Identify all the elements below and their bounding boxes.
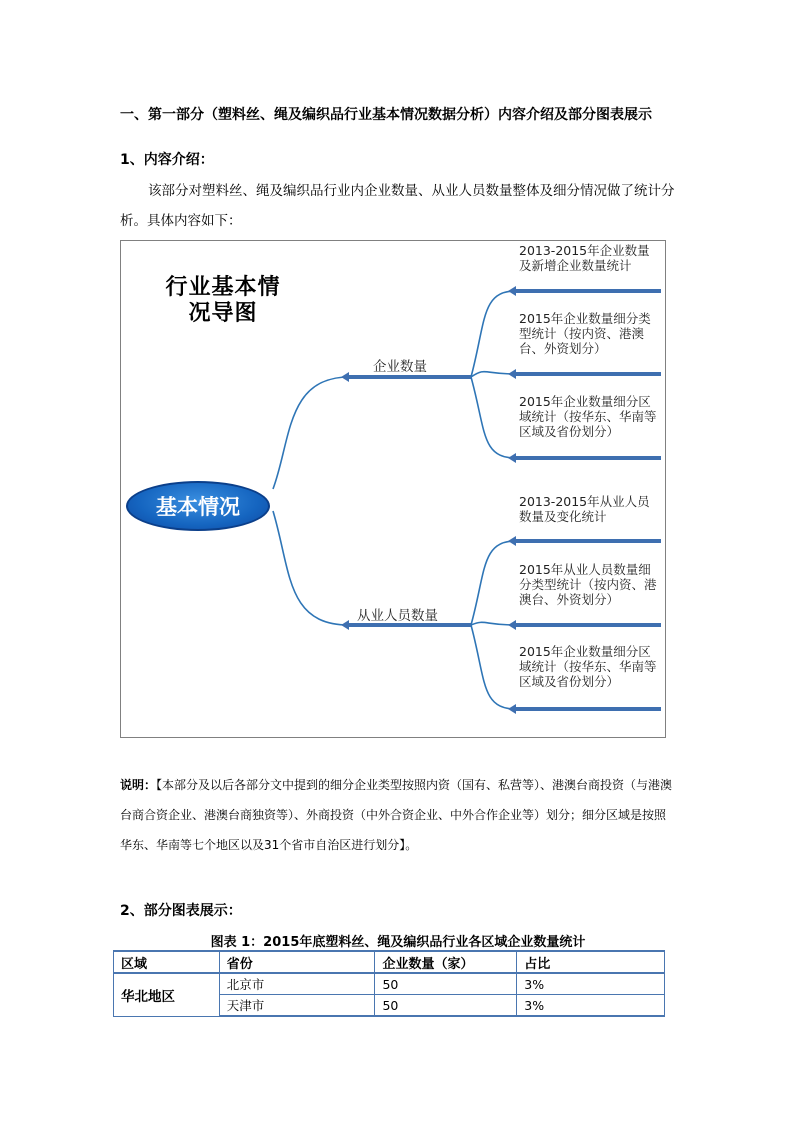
center-node: 基本情况	[126, 481, 270, 531]
branch-label-enterprises: 企业数量	[373, 359, 427, 375]
table-caption: 图表 1：2015年底塑料丝、绳及编织品行业各区域企业数量统计	[210, 935, 586, 950]
connector-center-to-branch1	[273, 377, 349, 489]
note-paragraph	[120, 770, 676, 860]
leaf-enterprise-region-breakdown: 2015年企业数量细分区域统计（按华东、华南等区域及省份划分）	[519, 394, 657, 439]
share-cell: 3%	[517, 995, 665, 1017]
arrow-leaf2-2	[508, 620, 516, 630]
connector-branch1-leaf3	[471, 377, 516, 458]
section1-title: 1、内容介绍：	[120, 152, 214, 168]
connector-center-to-branch2	[273, 511, 349, 625]
header-province: 省份	[219, 951, 375, 973]
region-enterprise-table	[113, 950, 665, 1017]
connector-branch2-leaf1	[471, 541, 516, 625]
header-count: 企业数量（家）	[375, 951, 517, 973]
section2-title: 2、部分图表展示：	[120, 903, 242, 919]
leaf-enterprise-count-trend: 2013-2015年企业数量及新增企业数量统计	[519, 243, 650, 273]
connector-branch1-leaf1	[471, 291, 516, 377]
header-region: 区域	[114, 951, 220, 973]
table-header-row	[114, 951, 665, 973]
note-text: 【本部分及以后各部分文中提到的细分企业类型按照内资（国有、私营等）、港澳台商投资（与港澳台商合资企业、港澳台商独资等）、外商投资（中外合资企业、中外合作企业等）划分；细分区域是按照华东、华南等七个地区以及31个省市自治区进行划分】。	[120, 778, 673, 852]
province-cell: 北京市	[219, 973, 375, 995]
province-cell: 天津市	[219, 995, 375, 1017]
arrow-leaf2-3	[508, 704, 516, 714]
leaf-employee-count-trend: 2013-2015年从业人员数量及变化统计	[519, 494, 650, 524]
leaf-enterprise-type-breakdown: 2015年企业数量细分类型统计（按内资、港澳台、外资划分）	[519, 311, 651, 356]
connector-branch2-leaf3	[471, 625, 516, 709]
table-row	[114, 973, 665, 995]
arrow-branch1	[341, 372, 349, 382]
section1-paragraph: 该部分对塑料丝、绳及编织品行业内企业数量、从业人员数量整体及细分情况做了统计分析。具体内容如下：	[120, 183, 675, 229]
header-share: 占比	[517, 951, 665, 973]
arrow-leaf1-1	[508, 286, 516, 296]
arrow-branch2	[341, 620, 349, 630]
main-heading: 一、第一部分（塑料丝、绳及编织品行业基本情况数据分析）内容介绍及部分图表展示	[120, 107, 652, 123]
mind-map-title: 行业基本情况导图	[165, 275, 281, 326]
share-cell: 3%	[517, 973, 665, 995]
leaf-employee-type-breakdown: 2015年从业人员数量细分类型统计（按内资、港澳台、外资划分）	[519, 562, 657, 607]
leaf-employee-region-breakdown: 2015年企业数量细分区域统计（按华东、华南等区域及省份划分）	[519, 644, 657, 689]
arrow-leaf1-2	[508, 369, 516, 379]
mind-map	[120, 240, 666, 738]
arrow-leaf1-3	[508, 453, 516, 463]
note-label: 说明：	[120, 778, 157, 792]
count-cell: 50	[375, 995, 517, 1017]
arrow-leaf2-1	[508, 536, 516, 546]
count-cell: 50	[375, 973, 517, 995]
branch-label-employees: 从业人员数量	[357, 608, 438, 624]
region-cell: 华北地区	[114, 973, 220, 1016]
